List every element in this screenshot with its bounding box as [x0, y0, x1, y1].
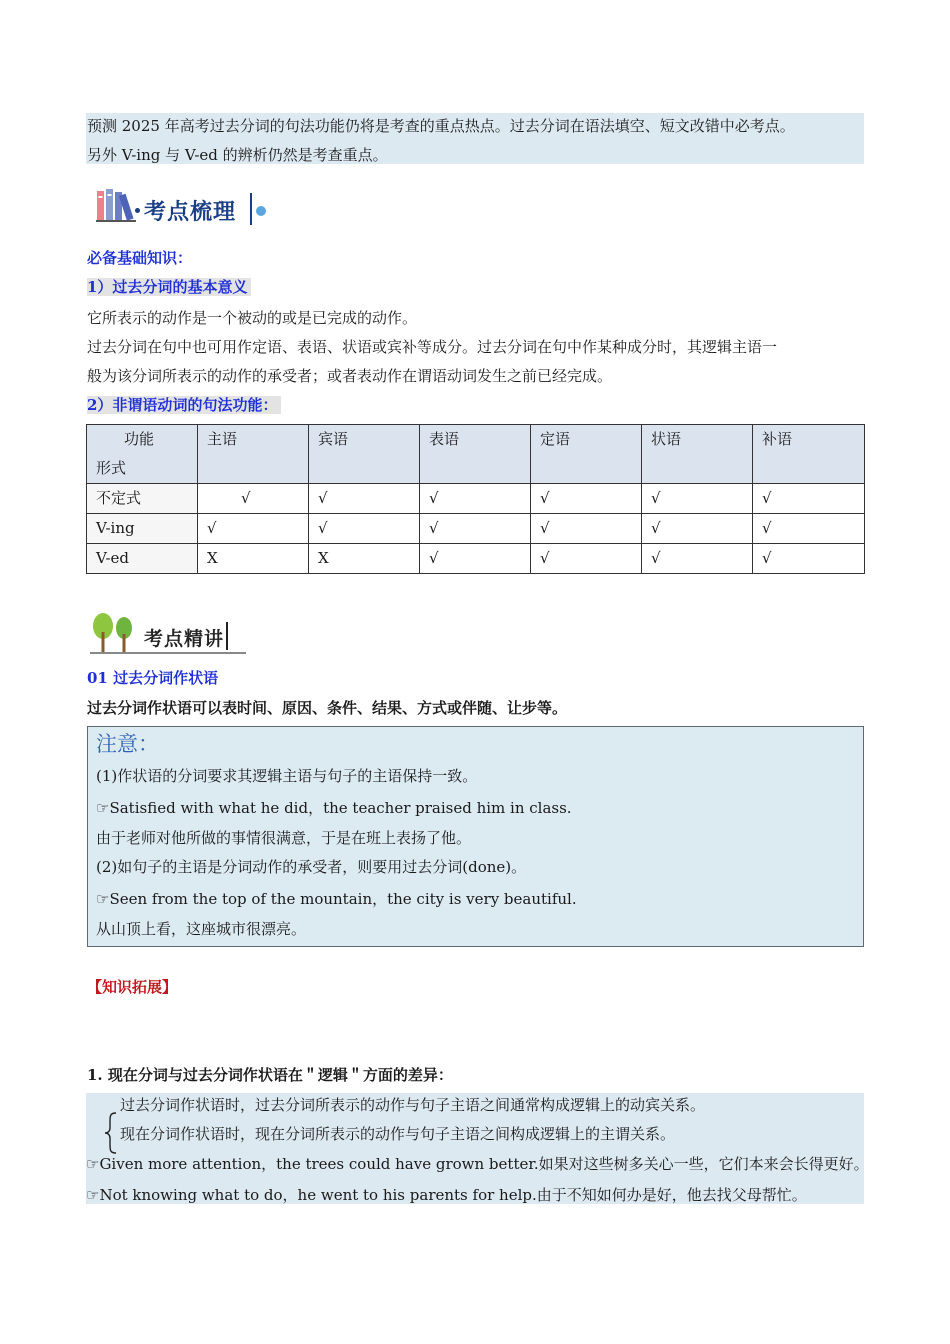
extension-bullet-1: 过去分词作状语时，过去分词所表示的动作与句子主语之间通常构成逻辑上的动宾关系。 — [120, 1096, 706, 1114]
row-form: V-ing — [87, 514, 198, 544]
column-header: 主语 — [198, 425, 309, 484]
note-example-2: ☞Seen from the top of the mountain，the city is very beautiful. — [96, 890, 577, 908]
note-line-2: (2)如句子的主语是分词动作的承受者，则要用过去分词(done)。 — [96, 858, 527, 876]
table-cell: √ — [531, 544, 642, 574]
section2-subheading: 01 过去分词作状语 — [87, 669, 219, 687]
intro-line-2: 另外 V-ing 与 V-ed 的辨析仍然是考查重点。 — [87, 146, 388, 164]
subheading-2 — [87, 395, 281, 415]
heading-dot — [135, 208, 140, 213]
table-cell: √ — [642, 514, 753, 544]
table-cell: √ — [198, 514, 309, 544]
table-cell: √ — [642, 544, 753, 574]
note-translation-1: 由于老师对他所做的事情很满意，于是在班上表扬了他。 — [96, 829, 472, 847]
note-box — [87, 726, 864, 947]
column-header: 表语 — [420, 425, 531, 484]
column-header: 状语 — [642, 425, 753, 484]
table-cell: √ — [753, 544, 865, 574]
extension-label: 【知识拓展】 — [87, 978, 178, 996]
table-cell: X — [309, 544, 420, 574]
title-cursor — [250, 193, 252, 225]
trees-icon — [90, 612, 136, 654]
subheading-1 — [87, 277, 251, 297]
paragraph-1: 它所表示的动作是一个被动的或是已完成的动作。 — [87, 309, 418, 327]
row-form: 不定式 — [87, 484, 198, 514]
extension-example-2: ☞Not knowing what to do，he went to his parents for help.由于不知如何办是好，他去找父母帮忙。 — [86, 1186, 807, 1204]
function-table — [86, 424, 865, 574]
table-cell: √ — [420, 544, 531, 574]
column-header: 定语 — [531, 425, 642, 484]
section2-title: 考点精讲 — [144, 628, 225, 650]
title2-cursor — [226, 622, 228, 650]
table-cell: √ — [642, 484, 753, 514]
table-cell: √ — [420, 514, 531, 544]
table-row — [87, 514, 865, 544]
table-cell: √ — [531, 484, 642, 514]
table-row — [87, 544, 865, 574]
table-corner-cell — [87, 425, 198, 484]
table-cell: X — [198, 544, 309, 574]
column-header: 宾语 — [309, 425, 420, 484]
table-header-row — [87, 425, 865, 484]
note-example-1: ☞Satisfied with what he did，the teacher praised him in class. — [96, 799, 572, 817]
table-cell: √ — [753, 484, 865, 514]
corner-top: 功能 — [124, 430, 155, 448]
brace-icon — [104, 1112, 118, 1154]
row-form: V-ed — [87, 544, 198, 574]
column-header: 补语 — [753, 425, 865, 484]
table-cell: √ — [531, 514, 642, 544]
extension-example-1: ☞Given more attention，the trees could have grown better.如果对这些树多关心一些，它们本来会长得更好。 — [86, 1155, 869, 1173]
note-translation-2: 从山顶上看，这座城市很漂亮。 — [96, 920, 307, 938]
basic-knowledge-label: 必备基础知识： — [87, 249, 193, 267]
paragraph-2a: 过去分词在句中也可用作定语、表语、状语或宾补等成分。过去分词在句中作某种成分时，其逻辑主语一 — [87, 338, 778, 356]
title2-underline — [90, 652, 246, 654]
subheading-2-text: 2）非谓语动词的句法功能： — [87, 396, 281, 414]
section2-lead: 过去分词作状语可以表时间、原因、条件、结果、方式或伴随、让步等。 — [87, 699, 568, 717]
intro-line-1: 预测 2025 年高考过去分词的句法功能仍将是考查的重点热点。过去分词在语法填空、短文改错中必考点。 — [87, 117, 795, 135]
table-cell: √ — [309, 484, 420, 514]
subheading-1-text: 1）过去分词的基本意义 — [87, 278, 251, 296]
section1-title: 考点梳理 — [144, 200, 237, 225]
table-cell: √ — [198, 484, 309, 514]
extension-heading: 1. 现在分词与过去分词作状语在＂逻辑＂方面的差异： — [87, 1066, 453, 1084]
table-cell: √ — [309, 514, 420, 544]
table-cell: √ — [753, 514, 865, 544]
table-cell: √ — [420, 484, 531, 514]
note-title: 注意： — [96, 732, 159, 756]
title-end-dot — [256, 206, 266, 216]
corner-bottom: 形式 — [96, 459, 127, 477]
note-line-1: (1)作状语的分词要求其逻辑主语与句子的主语保持一致。 — [96, 767, 478, 785]
extension-bullet-2: 现在分词作状语时，现在分词所表示的动作与句子主语之间构成逻辑上的主谓关系。 — [120, 1125, 676, 1143]
paragraph-2b: 般为该分词所表示的动作的承受者；或者表动作在谓语动词发生之前已经完成。 — [87, 367, 613, 385]
table-row — [87, 484, 865, 514]
books-icon — [96, 188, 136, 222]
